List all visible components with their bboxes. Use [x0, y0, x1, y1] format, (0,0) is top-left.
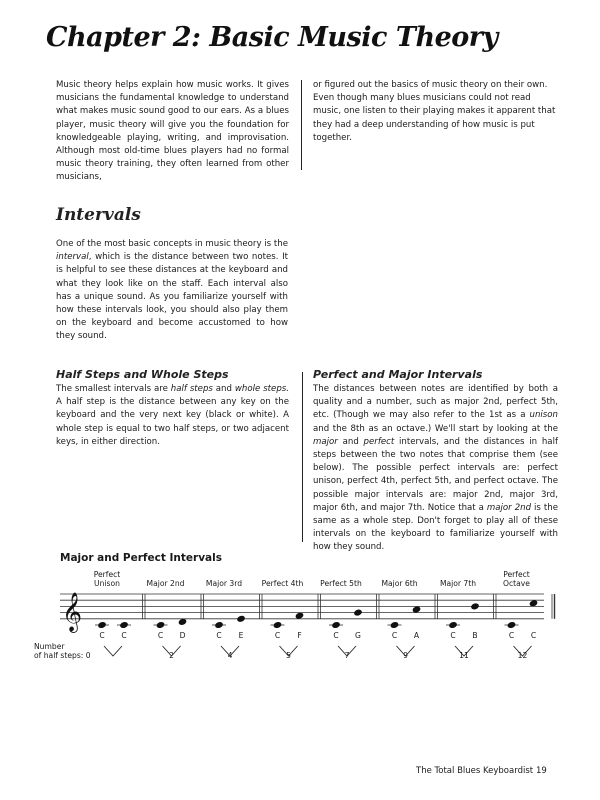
note-letter-high: B	[472, 631, 478, 640]
text: intervals, and the distances in half steps between the two notes that comprise them (see below). The possible perfect intervals are: perfect unison, perfect 4th, perfect 5th, and perfect octave. The possible major intervals are: major 2nd, major 3rd, major 6th, and major 7th. Notice that a	[313, 436, 558, 513]
half-steps-value: 4	[227, 651, 233, 660]
note-letter-high: A	[413, 631, 420, 640]
text: and	[337, 436, 364, 447]
note-head-high	[119, 621, 129, 629]
note-letter-high: G	[355, 631, 361, 640]
half-steps-value: 2	[169, 651, 174, 660]
half-steps-value: 11	[459, 651, 469, 660]
intervals-heading: Intervals	[56, 205, 141, 225]
intro-left-text: Music theory helps explain how music works. It gives musicians the fundamental knowledge to understand what makes music sound good to our ears. As a blues player, music theory will give you the foundation for knowledgeable playing, writing, and improvisation. Although most old-time blues players had no formal music theory training, they often learned from other musicians,	[56, 80, 289, 183]
note-letter-low: C	[157, 631, 164, 640]
note-letter-low: C	[274, 631, 281, 640]
half-steps-value: 5	[286, 651, 291, 660]
number-label: Number	[34, 642, 65, 651]
text: One of the most basic concepts in music theory is the	[56, 239, 288, 249]
text: is the same as a whole step. Don't forget to play all of these intervals on the keyboard to familiarize yourself with how they sound.	[313, 502, 558, 553]
interval-name: Unison	[94, 579, 120, 588]
term: whole steps.	[234, 384, 289, 394]
note-head-high	[470, 602, 480, 610]
note-head-low	[390, 621, 400, 629]
note-head-low	[331, 621, 341, 629]
perfect-major-heading: Perfect and Major Intervals	[313, 368, 483, 381]
text: The distances between notes are identified by both a quality and a number, such as major 2nd, perfect 5th, etc. (Though we may also refer to the 1st as a	[313, 384, 558, 421]
interval-name: Major 7th	[439, 579, 477, 588]
term: unison	[529, 410, 558, 421]
interval-name: Perfect 5th	[320, 579, 362, 588]
note-letter-low: C	[391, 631, 398, 640]
interval-name: Perfect 4th	[261, 579, 304, 588]
note-head-high	[353, 609, 363, 617]
term: half steps	[170, 384, 213, 394]
half-steps-value: 7	[344, 651, 350, 660]
note-letter-high: C	[530, 631, 537, 640]
interval-name: Major 2nd	[146, 579, 185, 588]
text: and	[212, 384, 235, 394]
interval-name: Octave	[503, 579, 530, 588]
note-head-low	[507, 621, 517, 629]
page-number: 19	[536, 766, 547, 776]
note-letter-low: C	[99, 631, 105, 640]
note-letter-high: C	[121, 631, 127, 640]
note-head-low	[156, 621, 166, 629]
interval-name: Major 6th	[381, 579, 418, 588]
note-letter-low: C	[450, 631, 456, 640]
treble-clef-icon: 𝄞	[62, 591, 83, 632]
note-head-high	[236, 615, 246, 623]
text: and the 8th as an octave.) We'll start by looking at the	[313, 423, 558, 434]
text: , which is the distance between two notes. It is helpful to see these distances at the keyboard and what they look like on the staff. Each interval also has a unique sound. As you familiarize yourself with how these intervals look, you should also play them on the keyboard and become accustomed to how they sound.	[56, 252, 288, 342]
half-steps-value: 12	[517, 651, 528, 660]
footer-book-title: The Total Blues Keyboardist	[416, 766, 534, 776]
note-letter-low: C	[508, 631, 515, 640]
note-head-low	[214, 621, 224, 629]
term: major 2nd	[486, 502, 532, 513]
figure-title: Major and Perfect Intervals	[60, 552, 222, 564]
chapter-title: Chapter 2: Basic Music Theory	[46, 22, 498, 53]
interval-name-line1: Perfect	[503, 570, 530, 579]
note-letter-high: E	[238, 631, 244, 640]
interval-bracket	[104, 646, 122, 656]
term: major	[313, 436, 338, 447]
half-steps-label: of half steps: 0	[34, 651, 91, 660]
intro-right-text: or figured out the basics of music theory on their own. Even though many blues musicians could not read music, one listen to their playing makes it apparent that they had a deep understanding of how music is put together.	[313, 80, 556, 143]
note-letter-high: D	[179, 631, 186, 640]
text: A half step is the distance between any key on the keyboard and the very next key (black or white). A whole step is equal to two half steps, or two adjacent keys, in either direction.	[56, 397, 289, 447]
note-head-low	[97, 621, 107, 629]
half-whole-steps-heading: Half Steps and Whole Steps	[56, 368, 229, 381]
term-interval: interval	[56, 252, 89, 263]
note-letter-high: F	[297, 631, 302, 640]
note-letter-low: C	[333, 631, 339, 640]
note-letter-low: C	[216, 631, 222, 640]
term: perfect	[363, 436, 395, 447]
interval-name: Major 3rd	[205, 579, 243, 588]
note-head-low	[273, 621, 283, 629]
note-head-low	[448, 621, 458, 629]
half-steps-value: 9	[403, 651, 408, 660]
interval-name-line1: Perfect	[93, 570, 121, 579]
text: The smallest intervals are	[56, 384, 171, 394]
